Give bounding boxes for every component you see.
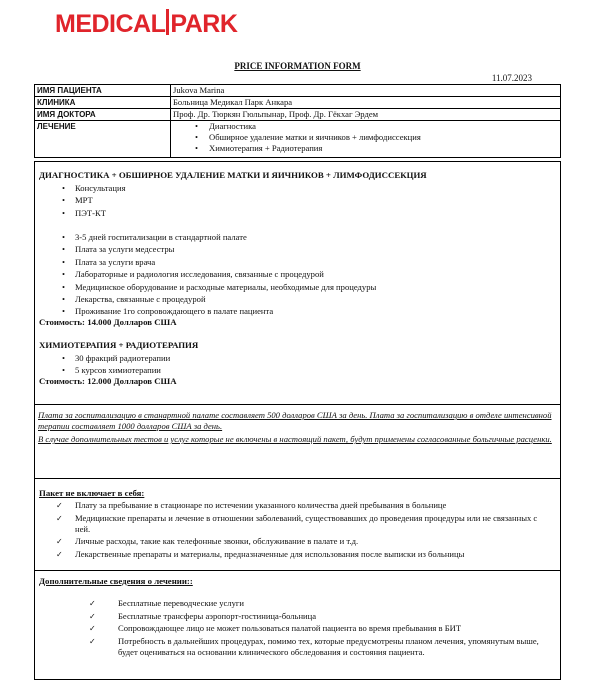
treatment-label: ЛЕЧЕНИЕ [35,121,171,158]
pricing-notes-section [34,404,561,478]
treatment-row [35,121,561,158]
treatment-item: • Химиотерапия + Радиотерапия [173,143,558,154]
exclusions-list [53,500,553,561]
surgery-list [35,231,555,318]
packages-section [34,161,561,404]
additional-info-section [34,570,561,680]
clinic-row [35,97,561,109]
patient-label: ИМЯ ПАЦИЕНТА [35,85,171,97]
clinic-value: Больница Медикал Парк Анкара [171,97,561,109]
hospital-stay-note: Плата за госпитализацию в станартной палате составляет 500 долларов США за день. Плата за госпитализацию в отделе интенсивной терапии составляет 1000 долларов США за день. [38,410,552,431]
additional-tests-note: В случае дополнительных тестов и услуг которые не включены в настоящий пакет, будут применены согласованные больгичные расценки. [38,434,552,444]
patient-info-table [34,84,561,158]
logo-pipe [166,9,169,35]
doctor-row [35,109,561,121]
diagnostics-list [35,182,555,219]
list-item: • 3-5 дней госпитализации в стандартной палате [35,231,555,243]
list-item: • 30 фракций радиотерапии [35,352,555,364]
list-item: • Плата за услуги врача [35,256,555,268]
form-date: 11.07.2023 [491,73,532,83]
list-item: ✓ Лекарственные препараты и материалы, предназначенные для использования после выписки из больницы [53,549,553,560]
list-item: • 5 курсов химиотерапии [35,364,555,376]
form-title: PRICE INFORMATION FORM [234,61,361,71]
list-item: ✓ Сопровождающее лицо не может пользоваться палатой пациента во время пребывания в БИТ [89,623,559,634]
package2-cost: Стоимость: 12.000 Долларов США [39,376,177,386]
doctor-label: ИМЯ ДОКТОРА [35,109,171,121]
list-item: • Консультация [35,182,555,194]
treatment-list [173,121,558,154]
additional-list [89,598,559,659]
exclusions-section [34,478,561,570]
doctor-value: Проф. Др. Тюркян Гюльпынар, Проф. Др. Гёкхаг Эрдем [171,109,561,121]
patient-row [35,85,561,97]
list-item: • Проживание 1го сопровождающего в палате пациента [35,305,555,317]
logo-text-right: PARK [170,10,238,38]
package1-cost: Стоимость: 14.000 Долларов США [39,317,177,327]
clinic-label: КЛИНИКА [35,97,171,109]
list-item: ✓ Плату за пребывание в стационаре по истечении указанного количества дней пребывания в больнице [53,500,553,511]
list-item: ✓ Медицинские препараты и лечение в отношении заболеваний, существовавших до проведения процедуры или не связанных с ней. [53,513,553,535]
list-item: ✓ Потребность в дальнейших процедурах, помимо тех, которые предусмотрены планом лечения, упомянутым выше, будет оцениваться на основании клинического обследования и состояния пациента. [89,636,559,658]
medicalpark-logo [55,9,237,39]
list-item: ✓ Бесплатные переводческие услуги [89,598,559,609]
list-item: • МРТ [35,194,555,206]
list-item: • Плата за услуги медсестры [35,243,555,255]
treatment-value [171,121,561,158]
package2-title: ХИМИОТЕРАПИЯ + РАДИОТЕРАПИЯ [39,340,199,350]
treatment-item: • Диагностика [173,121,558,132]
package1-title: ДИАГНОСТИКА + ОБШИРНОЕ УДАЛЕНИЕ МАТКИ И ЯИЧНИКОВ + ЛИМФОДИССЕКЦИЯ [39,170,427,180]
chemo-radio-list [35,352,555,377]
additional-title: Дополнительные сведения о лечении:: [39,576,193,586]
list-item: ✓ Бесплатные трансферы аэропорт-гостиница-больница [89,611,559,622]
list-item: ✓ Личные расходы, такие как телефонные звонки, обслуживание в палате и т.д. [53,536,553,547]
list-item: • Лекарства, связанные с процедурой [35,293,555,305]
list-item: • Медицинское оборудование и расходные материалы, необходимые для процедуры [35,281,555,293]
patient-value: Jukova Marina [171,85,561,97]
logo-text-left: MEDICAL [55,10,166,38]
list-item: • ПЭТ-КТ [35,207,555,219]
list-item: • Лабораторные и радиология исследования, связанные с процедурой [35,268,555,280]
exclusions-title: Пакет не включает в себя: [39,488,145,498]
treatment-item: • Обширное удаление матки и яичников + лимфодиссекция [173,132,558,143]
